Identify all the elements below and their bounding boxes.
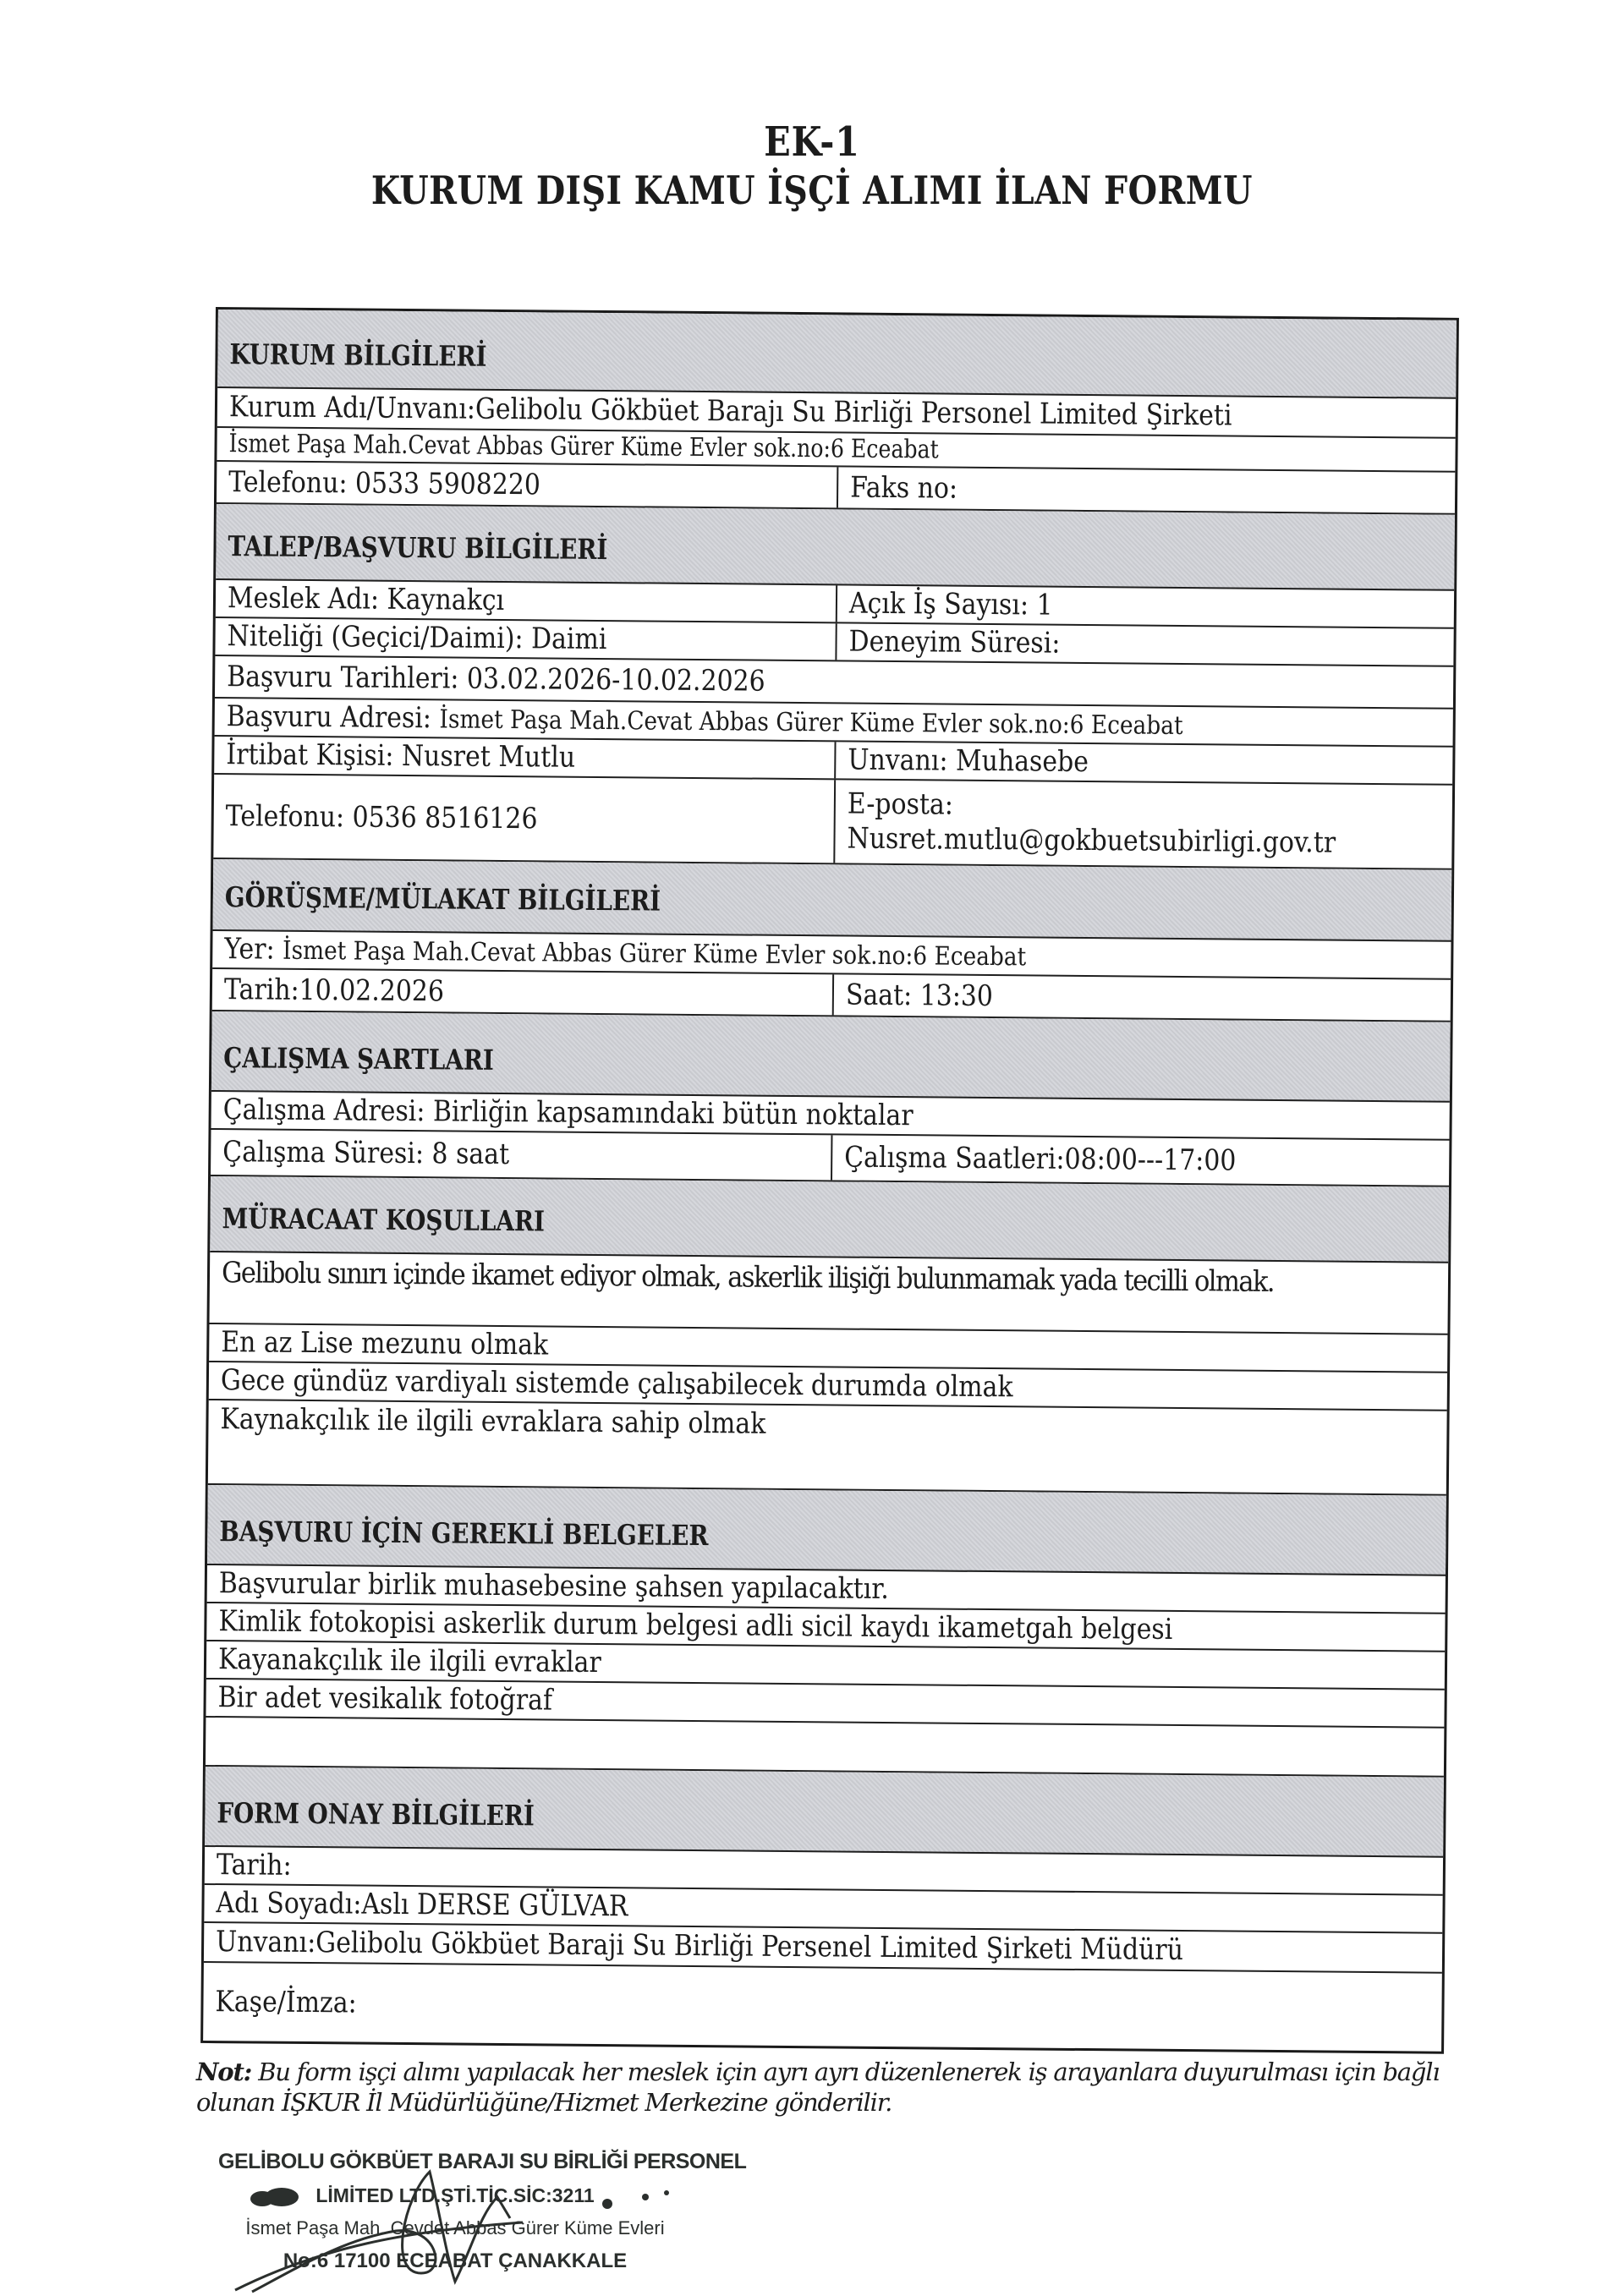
stamp-line-2: LİMİTED LTD.ŞTİ.TİC.SİC:3211 (315, 2184, 595, 2206)
contact-details-row (213, 775, 1452, 870)
stamp-line-4: No:6 17100 ECEABAT ÇANAKKALE (283, 2249, 628, 2272)
section-title: MÜRACAAT KOŞULLARI (222, 1202, 546, 1238)
interview-date: Tarih:10.02.2026 (212, 969, 834, 1015)
interview-time: Saat: 13:30 (845, 978, 994, 1013)
signature-scribble-icon (218, 2146, 747, 2294)
document-item: Kimlik fotokopisi askerlik durum belgesi adli sicil kaydı ikametgah belgesi (218, 1604, 1173, 1647)
section-title: FORM ONAY BİLGİLERİ (217, 1796, 535, 1833)
document-item: Bir adet vesikalık fotoğraf (217, 1680, 553, 1718)
empty-cell (206, 1718, 1444, 1776)
section-talep-header (216, 504, 1455, 591)
contact-person: İrtibat Kişisi: Nusret Mutlu (214, 737, 836, 778)
note-label: Not: (196, 2058, 252, 2086)
work-address: Çalışma Adresi: Birliğin kapsamındaki bütün noktalar (222, 1093, 914, 1133)
section-onay-header (205, 1767, 1444, 1858)
stamp-line-1: GELİBOLU GÖKBÜET BARAJI SU BİRLİĞİ PERSONEL (218, 2150, 747, 2173)
requirement-row (208, 1400, 1447, 1496)
approval-date: Tarih: (216, 1848, 292, 1882)
application-dates: Başvuru Tarihleri: 03.02.2026-10.02.2026 (227, 659, 765, 699)
section-calisma-header (211, 1011, 1451, 1103)
company-stamp (218, 2146, 747, 2294)
section-muracaat-header (210, 1176, 1449, 1263)
section-title: BAŞVURU İÇİN GEREKLİ BELGELER (219, 1515, 709, 1553)
approver-name: Adı Soyadı:Aslı DERSE GÜLVAR (216, 1886, 628, 1924)
interview-place-value: İsmet Paşa Mah.Cevat Abbas Gürer Küme Evler sok.no:6 Eceabat (282, 935, 1027, 973)
contact-phone: Telefonu: 0536 8516126 (213, 775, 836, 863)
institution-name: Kurum Adı/Unvanı:Gelibolu Gökbüet Barajı Su Birliği Personel Limited Şirketi (228, 390, 1232, 433)
application-address-label: Başvuru Adresi: (226, 699, 432, 736)
section-gorusme-header (213, 859, 1452, 942)
stamp-signature-label: Kaşe/İmza: (215, 1984, 357, 2020)
requirement-item: Gece gündüz vardiyalı sistemde çalışabilecek durumda olmak (220, 1363, 1013, 1405)
section-kurum-header (217, 310, 1457, 399)
document-item: Başvurular birlik muhasebesine şahsen yapılacaktır. (218, 1566, 890, 1607)
interview-place-label: Yer: (224, 932, 275, 967)
application-address-value: İsmet Paşa Mah.Cevat Abbas Gürer Küme Evler sok.no:6 Eceabat (439, 704, 1183, 742)
section-belgeler-header (207, 1485, 1446, 1576)
annex-label: EK-1 (764, 118, 860, 166)
section-title: TALEP/BAŞVURU BİLGİLERİ (228, 529, 608, 567)
document-item: Kayanakçılık ile ilgili evraklar (217, 1642, 601, 1680)
institution-address: İsmet Paşa Mah.Cevat Abbas Gürer Küme Evler sok.no:6 Eceabat (228, 429, 939, 465)
section-title: KURUM BİLGİLERİ (229, 337, 487, 374)
requirement-row (210, 1252, 1449, 1335)
requirement-item: En az Lise mezunu olmak (221, 1325, 549, 1362)
form-note (196, 2057, 1473, 2118)
contact-title: Unvanı: Muhasebe (848, 743, 1089, 780)
requirement-item: Kaynakçılık ile ilgili evraklara sahip olmak (220, 1402, 766, 1441)
email-address[interactable]: Nusret.mutlu@gokbuetsubirligi.gov.tr (847, 821, 1336, 860)
institution-phone: Telefonu: 0533 5908220 (217, 462, 838, 507)
stamp-line-3: İsmet Paşa Mah. Cevdet Abbas Gürer Küme Evleri (245, 2217, 665, 2238)
work-hours: Çalışma Saatleri:08:00---17:00 (844, 1140, 1237, 1178)
email-label: E-posta: (847, 786, 954, 822)
stamp-signature-row (203, 1963, 1442, 2052)
contact-email-cell (835, 780, 1452, 868)
profession-name: Meslek Adı: Kaynakçı (216, 580, 837, 622)
employment-nature: Niteliği (Geçici/Daimi): Daimi (215, 618, 837, 660)
section-title: GÖRÜŞME/MÜLAKAT BİLGİLERİ (224, 880, 661, 918)
job-posting-form-table (200, 307, 1459, 2054)
experience-duration: Deneyim Süresi: (848, 624, 1061, 660)
note-text: Bu form işçi alımı yapılacak her meslek için ayrı ayrı düzenlenerek iş arayanlara duyurulması için bağlı olunan İŞKUR İl Müdürlüğüne/Hizmet Merkezine gönderilir. (196, 2058, 1440, 2117)
requirement-item: Gelibolu sınırı içinde ikamet ediyor olmak, askerlik ilişiği bulunmamak yada tecilli olmak. (221, 1256, 1275, 1299)
work-duration: Çalışma Süresi: 8 saat (211, 1130, 832, 1180)
approver-title: Unvanı:Gelibolu Gökbüet Baraji Su Birliği Persenel Limited Şirketi Müdürü (215, 1925, 1184, 1968)
form-title: KURUM DIŞI KAMU İŞÇİ ALIMI İLAN FORMU (370, 167, 1254, 213)
section-title: ÇALIŞMA ŞARTLARI (223, 1041, 495, 1077)
open-positions: Açık İş Sayısı: 1 (848, 586, 1053, 622)
institution-fax: Faks no: (849, 470, 958, 506)
